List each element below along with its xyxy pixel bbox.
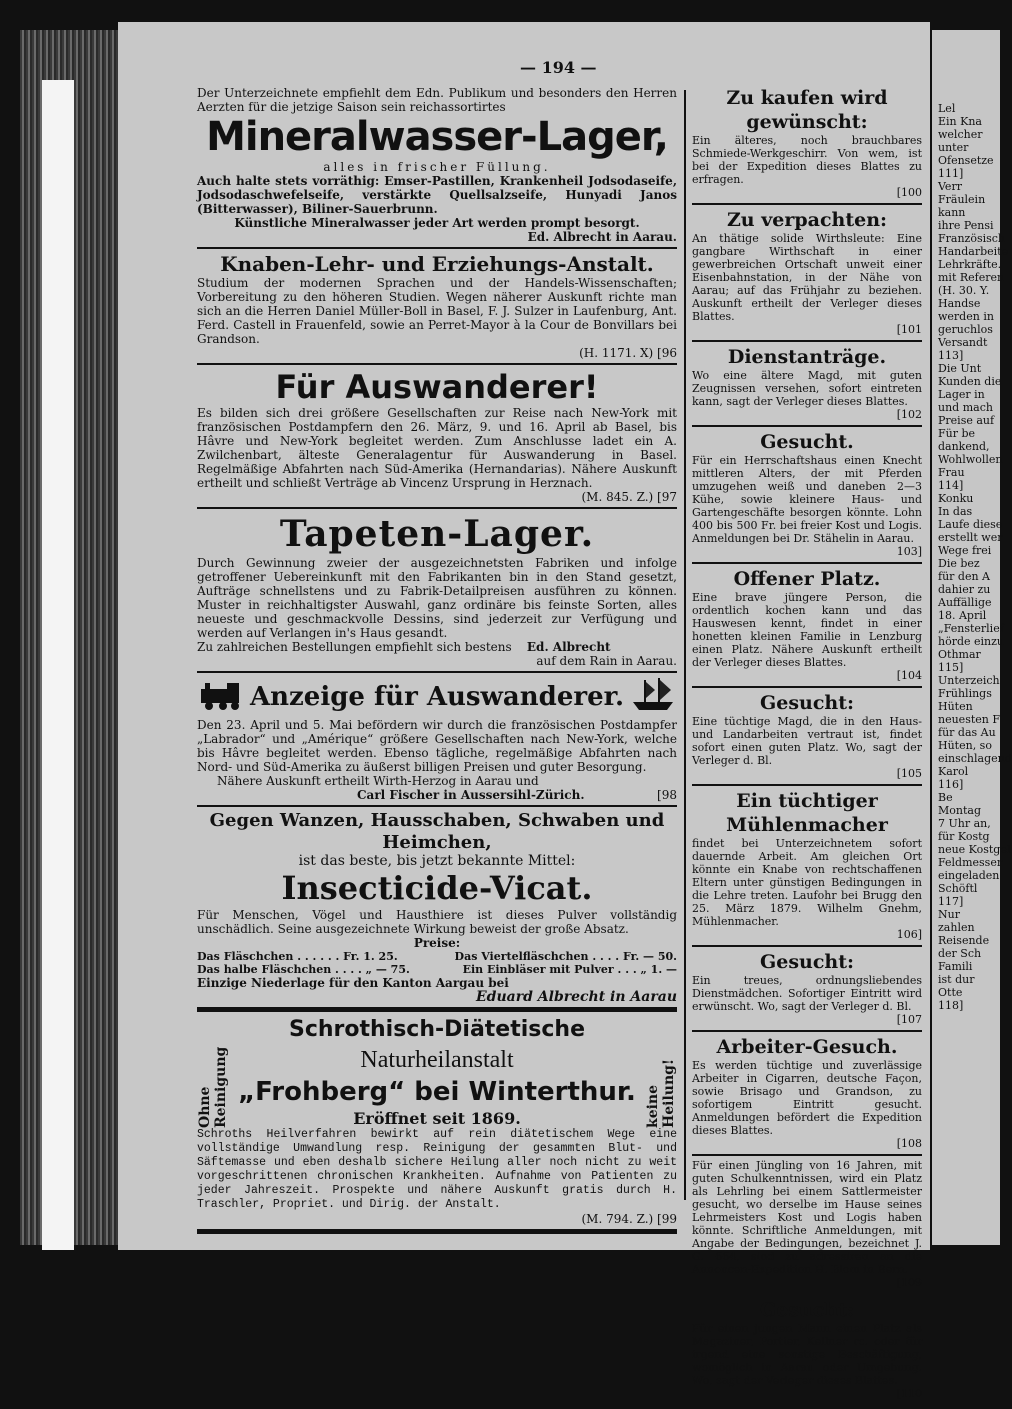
adjacent-page-fragments <box>932 102 1012 1012</box>
classified-body: An thätige solide Wirthsleute: Eine gangbare Wirthschaft in einer gewerbreichen Ortschaft unweit einer Eisenbahnstation, in der Nähe von Aarau; auf das Frühjahr zu beziehen. Auskunft ertheilt der Verleger dieses Blattes. <box>692 232 922 323</box>
divider <box>692 686 922 688</box>
ad-ref: (H. 1171. X) [96 <box>579 346 677 360</box>
fragment-line: für das Au <box>938 726 996 739</box>
classified-body: Es werden tüchtige und zuverlässige Arbeiter in Cigarren, deutsche Façon, sowie Brisago und Grandson, zu sofortigem Eintritt gesucht. Anmeldungen befördert die Expedition dieses Blattes. <box>692 1059 922 1137</box>
ad-mineralwasser <box>197 86 677 244</box>
fragment-line: Für be <box>938 427 976 440</box>
fragment-line: für Kostg <box>938 830 990 843</box>
ad-intro: Der Unterzeichnete empfiehlt dem Edn. Publikum und besonders den Herren Aerzten für die jetzige Saison sein reichassortirtes <box>197 86 677 114</box>
classified-title: Dienstanträge. <box>727 346 887 368</box>
fragment-line: Otte <box>938 986 963 999</box>
classified-title: Zu verpachten: <box>726 209 888 231</box>
ad-body: Studium der modernen Sprachen und der Handels-Wissenschaften; Vorbereitung zu den höheren Studien. Wegen näherer Auskunft richte man sich an die Herren Daniel Müller-Boll in Basel, F. J. Sulzer in Laufenburg, Ant. Ferd. Castell in Frauenfeld, sowie an Perret-Mayor à la Cour de Bonvillars bei Grandson. <box>197 276 677 346</box>
fragment-line: 114] <box>938 479 964 492</box>
classified-body: Für einen jungen Mann einen Platz als Magaziner, Portier, Kellner rc. oder für irgend eine sonstige Beschäftigung, womöglich in Aarau oder Umgebung. Wo, sagt der Verleger dieses Blattes. <box>692 1322 922 1387</box>
fragment-line: Fräulein <box>938 193 986 206</box>
fragment-line: neuesten F <box>938 713 1000 726</box>
fragment-line: ist dur <box>938 973 975 986</box>
classified-ad <box>692 1035 922 1156</box>
fragment-line: Hüten, so <box>938 739 992 752</box>
ship-icon <box>629 676 677 718</box>
fragment-line: kann <box>938 206 966 219</box>
classified-ref: [101 <box>896 323 922 336</box>
classified-ref: [105 <box>896 767 922 780</box>
divider <box>692 1154 922 1156</box>
ad-body: Den 23. April und 5. Mai befördern wir durch die französischen Postdampfer „Labrador“ und „Amérique“ größere Gesellschaften nach New-York, welche bis Hâvre begleitet werden. Ebenso tägliche, regelmäßige Abfahrten nach Nord- und Süd-Amerika zu äußerst billigen Preisen und guter Besorgung. <box>197 718 677 774</box>
ad-insecticide <box>197 810 677 1004</box>
ad-more: Nähere Auskunft ertheilt Wirth-Herzog in Aarau und <box>217 774 539 788</box>
ad-more2 <box>197 788 677 802</box>
classified-ad <box>692 208 922 342</box>
fragment-line: Französisch <box>938 232 1006 245</box>
ad-depot: Einzige Niederlage für den Kanton Aargau bei <box>197 976 509 990</box>
ad-tapeten <box>197 512 677 668</box>
divider <box>197 507 677 509</box>
fragment-line: Schöftl <box>938 882 978 895</box>
ad-title: Anzeige für Auswanderer. <box>249 682 625 712</box>
ad-intro: Gegen Wanzen, Hausschaben, Schwaben und Heimchen, <box>209 810 665 853</box>
classified-body: Wo eine ältere Magd, mit guten Zeugnissen versehen, sofort eintreten kann, sagt der Verleger dieses Blattes. <box>692 369 922 408</box>
classified-ref: [102 <box>896 408 922 421</box>
fragment-line: Laufe diese <box>938 518 1003 531</box>
fragment-line: Famili <box>938 960 973 973</box>
fragment-line: dahier zu <box>938 583 991 596</box>
ad-title: Tapeten-Lager. <box>279 513 595 555</box>
ad-side-left: Ohne Reinigung <box>197 1046 229 1128</box>
ad-title: Mineralwasser-Lager, <box>206 114 668 160</box>
divider <box>197 247 677 249</box>
fragment-line: unter <box>938 141 969 154</box>
prices-label: Preise: <box>413 936 461 950</box>
fragment-line: Karol <box>938 765 969 778</box>
classified-body: Für ein Herrschaftshaus einen Knecht mittleren Alters, der mit Pferden umzugehen weiß und daneben 2—3 Kühe, sowie kleinere Haus- und Gartengeschäfte besorgen könnte. Lohn 400 bis 500 Fr. bei freier Kost und Logis. Anmeldungen bei Dr. Stähelin in Aarau. <box>692 454 922 545</box>
fragment-line: Kunden die <box>938 375 1002 388</box>
fragment-line: Lager in <box>938 388 985 401</box>
ad-body: Für Menschen, Vögel und Hausthiere ist dieses Pulver vollständig unschädlich. Seine ausgezeichnete Wirkung beweist der große Absatz. <box>197 908 677 936</box>
fragment-line: Handarbeite <box>938 245 1009 258</box>
fragment-line: Lehrkräfte. <box>938 258 1002 271</box>
fragment-line: ihre Pensi <box>938 219 994 232</box>
price-row <box>197 963 677 976</box>
fragment-line: einschlagend <box>938 752 1012 765</box>
fragment-line: werden in <box>938 310 994 323</box>
divider <box>692 1404 922 1406</box>
classified-body: Ein älteres, noch brauchbares Schmiede-Werkgeschirr. Von wem, ist bei der Expedition dieses Blattes zu erfragen. <box>692 134 922 186</box>
fragment-line: „Fensterlief <box>938 622 1004 635</box>
divider <box>692 945 922 947</box>
price-item: Das halbe Fläschchen . . . . „ — 75. <box>197 963 410 976</box>
fragment-line: Die Unt <box>938 362 982 375</box>
ad-ref: [98 <box>657 788 677 802</box>
classified-ref: [100 <box>896 186 922 199</box>
divider-thick <box>197 1007 677 1012</box>
fragment-line: 118] <box>938 999 964 1012</box>
divider <box>692 1030 922 1032</box>
fragment-line: Be <box>938 791 953 804</box>
ad-title-3: „Frohberg“ bei Winterthur. <box>238 1077 636 1107</box>
fragment-line: welcher <box>938 128 983 141</box>
fragment-line: geruchlos <box>938 323 993 336</box>
fragment-line: der Sch <box>938 947 982 960</box>
classified-ad <box>692 1159 922 1295</box>
ad-title-row <box>197 676 677 718</box>
ad-close-text: Zu zahlreichen Bestellungen empfiehlt sich bestens <box>197 640 512 654</box>
fragment-line: Auffällige <box>938 596 992 609</box>
fragment-line: Frühlings <box>938 687 992 700</box>
column-divider <box>684 90 686 1200</box>
classified-ad <box>692 789 922 947</box>
fragment-line: zahlen <box>938 921 975 934</box>
ad-signature: Ed. Albrecht in Aarau. <box>527 230 677 244</box>
fragment-line: Ein Kna <box>938 115 982 128</box>
divider <box>197 805 677 807</box>
ad-body: Es bilden sich drei größere Gesellschaften zur Reise nach New-York mit französischen Postdampfern den 26. März, 9. und 16. April ab Basel, bis Hâvre und New-York begleitet werden. Zum Anschlusse ladet ein A. Zwilchenbart, älteste Generalagentur für Auswanderung in Basel. Regelmäßige Abfahrten nach Süd-Amerika (Hernandarias). Nähere Auskunft ertheilt und schließt Verträge ab Vincenz Ursprung in Herznach. <box>197 406 677 490</box>
fragment-line: Wege frei <box>938 544 992 557</box>
fragment-line: erstellt wer <box>938 531 1003 544</box>
ad-title-1: Schrothisch-Diätetische <box>288 1017 586 1042</box>
fragment-line: Feldmesser <box>938 856 1003 869</box>
classified-title: Offener Platz. <box>733 568 881 590</box>
divider-thick <box>197 1229 677 1234</box>
ad-signature: Ed. Albrecht <box>526 640 611 654</box>
classified-ad <box>692 1298 922 1406</box>
fragment-line: Othmar <box>938 648 981 661</box>
classified-title: Gesucht. <box>760 431 854 453</box>
classified-title: Zu kaufen wird gewünscht: <box>726 87 888 133</box>
divider <box>692 203 922 205</box>
fragment-line: Wohlwollen <box>938 453 1003 466</box>
fragment-line: dankend, <box>938 440 990 453</box>
classified-ref: [108 <box>896 1137 922 1150</box>
ad-body: Schroths Heilverfahren bewirkt auf rein diätetischem Wege eine vollständige Umwandlung resp. Reinigung der gesammten Blut- und Säftemasse und eben deshalb sichere Heilung aller noch nicht zu weit vorgeschrittenen chronischen Krankheiten. Aufnahme von Patienten zu jeder Jahreszeit. Prospekte und nähere Auskunft gratis durch H. Traschler, Propriet. und Dirig. der Anstalt. <box>197 1128 677 1211</box>
classified-body: Eine brave jüngere Person, die ordentlich kochen kann und das Hauswesen kennt, findet in einer honetten kleinen Familie in Lenzburg einen Platz. Nähere Auskunft ertheilt der Verleger dieses Blattes. <box>692 591 922 669</box>
ad-close <box>197 640 677 654</box>
classified-title: Gesucht: <box>760 692 854 714</box>
fragment-line: Handse <box>938 297 981 310</box>
fragment-line: Versandt <box>938 336 988 349</box>
ad-signature: Eduard Albrecht in Aarau <box>476 989 677 1005</box>
ad-ref: (M. 794. Z.) [99 <box>581 1212 677 1226</box>
fragment-line: 115] <box>938 661 964 674</box>
classified-ref: 103] <box>896 545 922 558</box>
book-edge <box>20 30 130 1245</box>
classified-body: Eine tüchtige Magd, die in den Haus- und Landarbeiten vertraut ist, findet sofort einen guten Platz. Wo, sagt der Verleger d. Bl. <box>692 715 922 767</box>
price-item: Das Viertelfläschchen . . . . Fr. — 50. <box>454 950 677 963</box>
divider <box>197 671 677 673</box>
locomotive-icon <box>197 679 245 715</box>
fragment-line: und mach <box>938 401 993 414</box>
fragment-line: mit Referen <box>938 271 1005 284</box>
classified-body: Ein treues, ordnungsliebendes Dienstmädchen. Sofortiger Eintritt wird erwünscht. Wo, sagt der Verleger d. Bl. <box>692 974 922 1013</box>
classified-ad <box>692 691 922 786</box>
fragment-line: Montag <box>938 804 981 817</box>
fragment-line: für den A <box>938 570 990 583</box>
fragment-line: (H. 30. Y. <box>938 284 990 297</box>
fragment-line: Ofensetze <box>938 154 994 167</box>
fragment-line: 7 Uhr an, <box>938 817 991 830</box>
fragment-line: Preise auf <box>938 414 995 427</box>
ad-title: Für Auswanderer! <box>275 368 599 406</box>
column-classifieds <box>692 86 922 1409</box>
fragment-line: Hüten <box>938 700 973 713</box>
classified-ref: [109 <box>896 1276 922 1289</box>
ad-title: Insecticide-Vicat. <box>281 869 593 907</box>
fragment-line: In das <box>938 505 973 518</box>
classified-ref: [110 <box>896 1387 922 1400</box>
fragment-line: 117] <box>938 895 964 908</box>
fragment-line: hörde einzu <box>938 635 1005 648</box>
column-left <box>197 86 677 1237</box>
classified-ad <box>692 345 922 427</box>
fragment-line: neue Kostgel <box>938 843 1011 856</box>
fragment-line: 113] <box>938 349 964 362</box>
ad-intro2: ist das beste, bis jetzt bekannte Mittel: <box>298 853 576 869</box>
ad-fuer-auswanderer <box>197 368 677 504</box>
classified-ref: [104 <box>896 669 922 682</box>
fragment-line: 18. April <box>938 609 987 622</box>
ad-body: Auch halte stets vorräthig: Emser-Pastillen, Krankenheil Jodsodaseife, Jodsodaschwefelseife, verstärkte Quellsalzseife, Hunyadi Janos (Bitterwasser), Biliner-Sauerbrunn. <box>197 174 677 216</box>
price-row <box>197 950 677 963</box>
price-item: Das Fläschchen . . . . . . Fr. 1. 25. <box>197 950 398 963</box>
adjacent-page <box>932 30 1012 1245</box>
ad-more2-text: Carl Fischer in Aussersihl-Zürich. <box>357 788 585 802</box>
fragment-line: Frau <box>938 466 965 479</box>
divider <box>197 363 677 365</box>
ad-side-right: keine Heilung! <box>645 1058 677 1128</box>
fragment-line: Verr <box>938 180 962 193</box>
classified-body: findet bei Unterzeichnetem sofort dauernde Arbeit. Am gleichen Ort könnte ein Knabe von rechtschaffenen Eltern unter günstigen Bedingungen in die Lehre treten. Laufohr bei Brugg den 25. März 1879. Wilhelm Gnehm, Mühlenmacher. <box>692 837 922 928</box>
ad-signature-address: auf dem Rain in Aarau. <box>536 654 677 668</box>
fragment-line: Reisende <box>938 934 990 947</box>
fragment-line: eingeladen <box>938 869 1000 882</box>
ad-subtitle: Eröffnet seit 1869. <box>353 1109 521 1128</box>
ad-anzeige-auswanderer <box>197 676 677 802</box>
classified-body: Für einen Jüngling von 16 Jahren, mit guten Schulkenntnissen, wird ein Platz als Lehrling bei einem Sattlermeister gesucht, wo derselbe im Hause seines Lehrmeisters Kost und Logis haben könnte. Schriftliche Anmeldungen, mit Angabe der Bedingungen, bezeichnet J. G. 664, sind zu adressiren an die Annoncen-Expedition H. Blom in Bern. <box>692 1159 922 1276</box>
ad-body: Durch Gewinnung zweier der ausgezeichnetsten Fabriken und infolge getroffener Uebereinkunft mit den Fabrikanten bin in den Stand gesetzt, Aufträge schnellstens und zu Fabrik-Detailpreisen ausführen zu können. Muster in reichhaltigster Auswahl, ganz ordinäre bis feinste Sorten, alles neueste und geschmackvolle Dessins, sind jederzeit zur Verfügung und werden auf Verlangen in's Haus gesandt. <box>197 556 677 640</box>
classified-ad <box>692 567 922 688</box>
fragment-line: Die bez <box>938 557 980 570</box>
fragment-line: Konku <box>938 492 974 505</box>
divider <box>692 784 922 786</box>
fragment-line: 111] <box>938 167 964 180</box>
fragment-line: Nur <box>938 908 960 921</box>
ad-knaben <box>197 252 677 360</box>
classified-title: Gesucht: <box>760 1299 854 1321</box>
ad-subtitle: alles in frischer Füllung. <box>323 160 551 174</box>
classified-title: Gesucht: <box>760 951 854 973</box>
classified-title: Arbeiter-Gesuch. <box>716 1036 898 1058</box>
classified-ad <box>692 950 922 1032</box>
divider <box>692 1293 922 1295</box>
page-number: — 194 — <box>520 58 597 77</box>
ad-note: Künstliche Mineralwasser jeder Art werden prompt besorgt. <box>234 216 640 230</box>
fragment-line: 116] <box>938 778 964 791</box>
fragment-line: Unterzeich <box>938 674 1000 687</box>
ad-naturheilanstalt <box>197 1015 677 1128</box>
fragment-line: Lel <box>938 102 956 115</box>
ad-title: Knaben-Lehr- und Erziehungs-Anstalt. <box>220 252 654 276</box>
divider <box>692 340 922 342</box>
classified-ad <box>692 430 922 564</box>
classified-ad <box>692 86 922 205</box>
price-item: Ein Einbläser mit Pulver . . . „ 1. — <box>462 963 677 976</box>
classified-title: Ein tüchtiger Mühlenmacher <box>726 790 888 836</box>
ad-title-2: Naturheilanstalt <box>360 1047 514 1073</box>
classified-ref: 106] <box>896 928 922 941</box>
ad-ref: (M. 845. Z.) [97 <box>581 490 677 504</box>
divider <box>692 562 922 564</box>
classified-ref: [107 <box>896 1013 922 1026</box>
divider <box>692 425 922 427</box>
page-strip <box>42 80 74 1250</box>
